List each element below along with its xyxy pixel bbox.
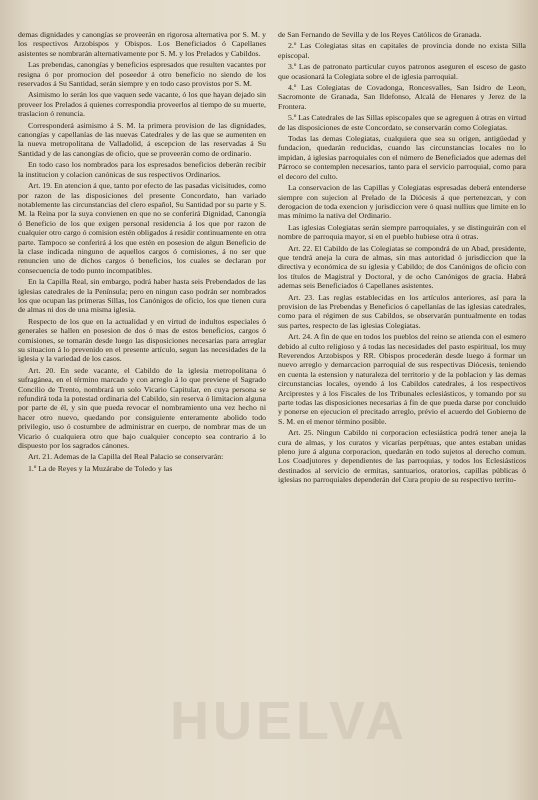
paragraph: 5.º Las Catedrales de las Sillas episcopales que se agreguen á otras en virtud de las disposiciones de este Concordato, se conservarán como Colegiatas. [278,113,526,132]
paragraph: Art. 19. En atencion á que, tanto por efecto de las pasadas vicisitudes, como por razon de las disposiciones del presente Concordato, han variado notablemente las circunstancias del clero español, Su Santidad por su parte y S. M. la Reina por la suya convienen en que no se conferirá Dignidad, Canongía ó Beneficio de los que exigen personal residencia á los que por razon de cualquier otro cargo ó comision estén obligados á residir continuamente en otra parte. Tampoco se conferirá á los que estén en posesion de algun Beneficio de la clase indicada ninguno de aquellos cargos ó comisiones, á no ser que renuncien uno de dichos cargos ó beneficios, los cuales se declaran por consecuencia de todo punto incompatibles. [18,181,266,275]
paragraph: La conservacion de las Capillas y Colegiatas espresadas deberá entenderse siempre con sujecion al Prelado de la Diócesis á que pertenezcan, y con derogacion de toda exencion y jurisdiccion vere ó quasi nullius que limite en lo mas mínimo la nativa del Ordinario. [278,183,526,221]
paragraph: Las prebendas, canongías y beneficios espresados que resulten vacantes por resigna ó por promocion del poseedor á otro beneficio no siendo de los reservados á Su Santidad, serán siempre y en todo caso provistos por S. M. [18,60,266,89]
paragraph: Las iglesias Colegiatas serán siempre parroquiales, y se distinguirán con el nombre de parroquia mayor, si en el pueblo hubiese otra ú otras. [278,222,526,242]
left-column [18,30,266,786]
paragraph: demas dignidades y canongías se proveerán en rigorosa alternativa por S. M. y los respectivos Arzobispos y Obispos. Los Beneficiados ó Capellanes asistentes se nombrarán alternativamente por S. M. y los Prelados y Cabildos. [18,30,266,58]
paragraph: Asimismo lo serán los que vaquen sede vacante, ó los que hayan dejado sin proveer los Prelados á quienes correspondia proveerlos al tiempo de su muerte, traslacion ó renuncia. [18,90,266,119]
paragraph: 2.º Las Colegiatas sitas en capitales de provincia donde no exista Silla episcopal. [278,41,526,60]
paragraph: de San Fernando de Sevilla y de los Reyes Católicos de Granada. [278,30,482,39]
paragraph: Corresponderá asimismo á S. M. la primera provision de las dignidades, canongías y capellanías de las nuevas Catedrales y de las que se aumenten en la nueva metropolitana de Valladolid, á escepcion de las reservadas á Su Santidad y de las canongías de oficio, que se proveerán como de ordinario. [18,120,266,158]
paragraph: Art. 20. En sede vacante, el Cabildo de la iglesia metropolitana ó sufragánea, en el término marcado y con arreglo á lo que previene el Sagrado Concilio de Trento, nombrará un solo Vicario Capitular, en cuya persona se refundirá toda la potestad ordinaria del Cabildo, sin reserva ó limitacion alguna por parte de él, y sin que pueda revocar el nombramiento una vez hecho ni hacer otro nuevo, quedando por consiguiente enteramente abolido todo privilegio, uso ó costumbre de administrar en cuerpo, de nombrar mas de un Vicario ó cualquiera otro que bajo cualquier concepto sea contrario á lo dispuesto por los sagrados cánones. [18,365,266,451]
paragraph: 1.º La de Reyes y la Muzárabe de Toledo y las [28,463,173,473]
paragraph: Art. 24. A fin de que en todos los pueblos del reino se atienda con el esmero debido al culto religioso y á todas las necesidades del pasto espiritual, los muy Reverendos Arzobispos y RR. Obispos procederán desde luego á formar un nuevo arreglo y demarcacion parroquial de sus respectivas Diócesis, teniendo en cuenta la estension y naturaleza del territorio y de la poblacion y las demas circunstancias locales, oyendo á los Cabildos catedrales, á los respectivos Arciprestes y á los Fiscales de los Tribunales eclesiásticos, y tomando por su parte todas las disposiciones necesarias á fin de que pueda darse por concluido y ponerse en ejecucion el precitado arreglo, prévio el acuerdo del Gobierno de S. M. en el menor término posible. [278,332,526,426]
paragraph: Art. 21. Ademas de la Capilla del Real Palacio se conservarán: [28,452,224,462]
right-column [278,30,526,786]
paragraph: Todas las demas Colegiatas, cualquiera que sea su origen, antigüedad y fundacion, quedarán reducidas, cuando las circunstancias locales no lo impidan, á iglesias parroquiales con el número de Beneficiados que ademas del Párroco se contemplen necesarios, tanto para el servicio parroquial, como para el decoro del culto. [278,134,526,181]
paragraph: 4.º Las Colegiatas de Covadonga, Roncesvalles, San Isidro de Leon, Sacromonte de Granada, San Ildefonso, Alcalá de Henares y Jerez de la Frontera. [278,83,526,111]
paragraph: Art. 25. Ningun Cabildo ni corporacion eclesiástica podrá tener aneja la cura de almas, y los curatos y vicarías perpétuas, que antes estaban unidas pleno jure á alguna corporacion, quedarán en todo sujetos al derecho comun. Los Coadjutores y dependientes de las parroquias, y todos los Eclesiásticos destinados al servicio de ermitas, santuarios, oratorios, capillas públicas ó iglesias no parroquiales dependerán del Cura propio de su respectivo territo- [278,428,526,485]
text-columns [18,30,526,786]
paragraph: 3.º Las de patronato particular cuyos patronos aseguren el esceso de gasto que ocasionará la Colegiata sobre el de iglesia parroquial. [278,62,526,81]
paragraph: En la Capilla Real, sin embargo, podrá haber hasta seis Prebendados de las iglesias catedrales de la Península; pero en ningun caso podrán ser nombrados los que ocupan las primeras Sillas, los Canónigos de oficio, los que tienen cura de almas ni dos de una misma iglesia. [18,277,266,315]
paragraph: En todo caso los nombrados para los espresados beneficios deberán recibir la institucion y colacion canónicas de sus respectivos Ordinarios. [18,160,266,179]
paragraph: Art. 23. Las reglas establecidas en los artículos anteriores, así para la provision de las Prebendas y Beneficios ó capellanías de las iglesias catedrales, como para el régimen de sus Cabildos, se observarán puntualmente en todas sus partes, respecto de las iglesias Colegiatas. [278,292,526,330]
paragraph: Respecto de los que en la actualidad y en virtud de indultos especiales ó generales se hallen en posesion de dos ó mas de estos beneficios, cargos ó comisiones, se tomarán desde luego las disposiciones necesarias para arreglar su situacion á lo prevenido en el presente artículo, segun las necesidades de la iglesia y la variedad de los casos. [18,316,266,364]
watermark-text: HUELVA [170,691,408,751]
paragraph: Art. 22. El Cabildo de las Colegiatas se compondrá de un Abad, presidente, que tendrá aneja la cura de almas, sin mas autoridad ó jurisdiccion que la directiva y económica de su iglesia y Cabildo; de dos Canónigos de oficio con los títulos de Magistral y Doctoral, y de ocho Canónigos de gracia. Habrá ademas seis Beneficiados ó Capellanes asistentes. [278,243,526,291]
